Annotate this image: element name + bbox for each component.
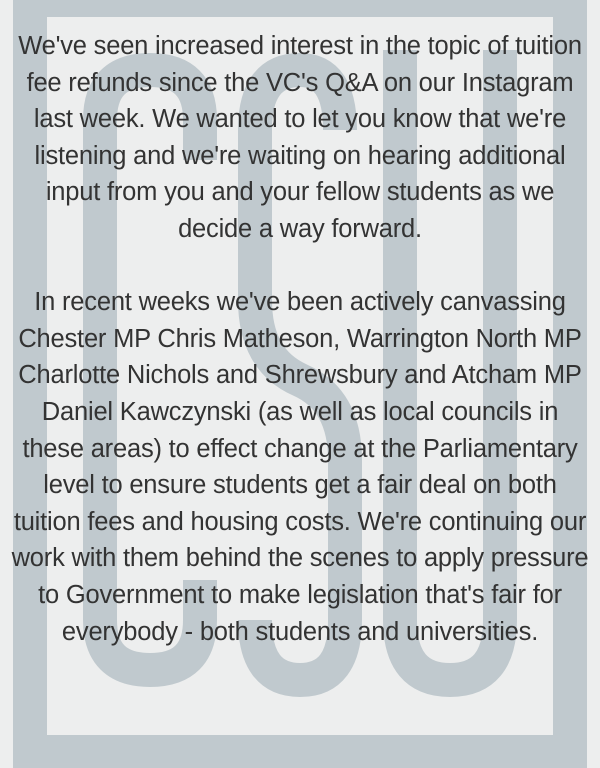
post-paragraph-2: In recent weeks we've been actively canvassing Chester MP Chris Matheson, Warrington North MP Charlotte Nichols and Shrewsbury and Atcham MP Daniel Kawczynski (as well as local councils in these areas) to effect change at the Parliamentary level to ensure students get a fair deal on both tuition fees and housing costs. We're continuing our work with them behind the scenes to apply pressure to Government to make legislation that's fair for everybody - both students and universities. bbox=[11, 288, 589, 646]
post-paragraph-1: We've seen increased interest in the topic of tuition fee refunds since the VC's Q&A on our Instagram last week. We wanted to let you know that we're listening and we're waiting on hearing additional input from you and your fellow students as we decide a way forward. bbox=[18, 32, 582, 243]
post-body bbox=[8, 28, 592, 650]
